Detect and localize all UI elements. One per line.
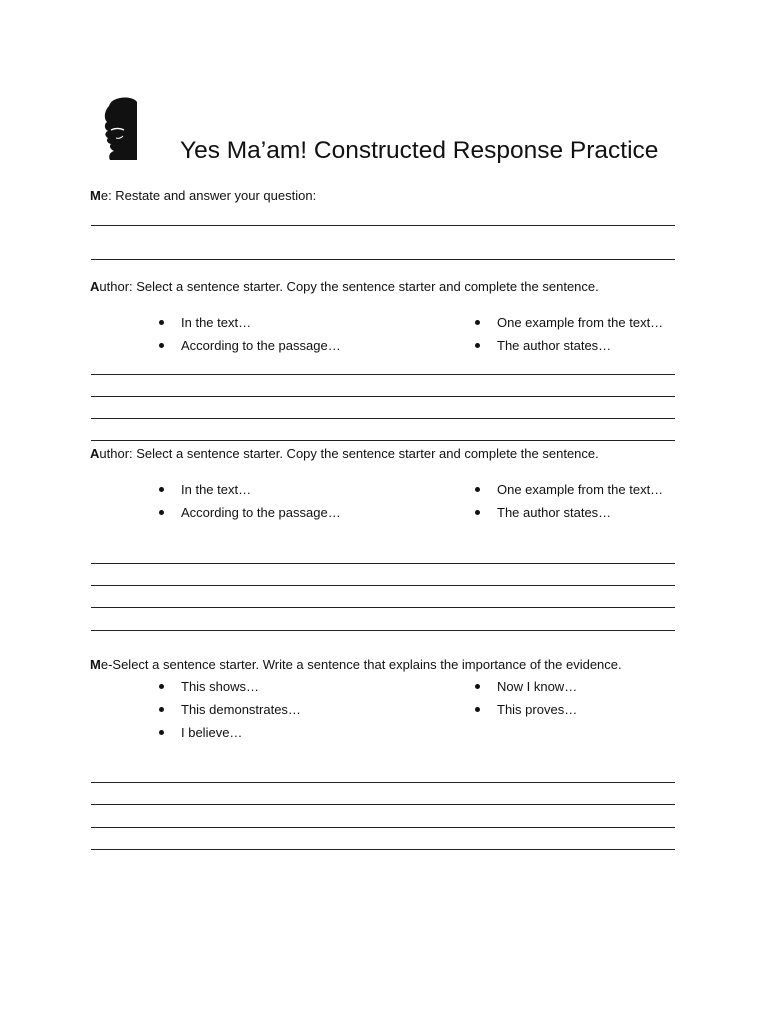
prompt-lead-letter: A [90,446,100,461]
answer-line[interactable] [91,440,675,441]
prompt-text: e-Select a sentence starter. Write a sentence that explains the importance of the evidence. [100,657,622,672]
prompt-text: uthor: Select a sentence starter. Copy the sentence starter and complete the sentence. [99,279,599,294]
bullet-icon [475,320,480,325]
answer-line[interactable] [91,630,675,631]
prompt-text: uthor: Select a sentence starter. Copy the sentence starter and complete the sentence. [99,446,599,461]
answer-line[interactable] [91,396,675,397]
answer-line[interactable] [91,607,675,608]
bullet-icon [159,684,164,689]
answer-line[interactable] [91,804,675,805]
answer-line[interactable] [91,827,675,828]
answer-line[interactable] [91,418,675,419]
bullet-icon [159,320,164,325]
bullet-icon [159,510,164,515]
answer-line[interactable] [91,585,675,586]
bullet-icon [159,707,164,712]
answer-line[interactable] [91,225,675,226]
silhouette-portrait-icon [100,96,140,162]
bullet-icon [159,487,164,492]
section-2-prompt [90,279,599,295]
answer-line[interactable] [91,849,675,850]
prompt-lead-letter: A [90,279,100,294]
bullet-icon [159,343,164,348]
bullet-icon [475,684,480,689]
prompt-lead-letter: M [90,657,101,672]
section-1-prompt [90,188,316,204]
answer-line[interactable] [91,374,675,375]
answer-line[interactable] [91,259,675,260]
bullet-icon [475,487,480,492]
prompt-lead-letter: M [90,188,101,203]
bullet-icon [475,510,480,515]
page-title: Yes Ma’am! Constructed Response Practice [180,137,659,164]
worksheet-page: Yes Ma’am! Constructed Response Practice Me: Restate and answer your question: Author: Select a sentence starter. Copy the sentence starter and complete the sentence. In the text… According to the passage… One example from the text… The author states… Author: Select a sentence starter. Copy the sentence starter and complete the sentence. In the text… According to the passage… One example from the text… The author states… Me-Select a sentence starter. Write a sentence that explains the importance of the evidence. This shows… This demonstrates… I believe… Now I know… This proves… [0,0,768,1024]
section-3-prompt [90,446,599,462]
prompt-text: e: Restate and answer your question: [100,188,317,203]
bullet-icon [475,343,480,348]
answer-line[interactable] [91,563,675,564]
bullet-icon [475,707,480,712]
bullet-icon [159,730,164,735]
answer-line[interactable] [91,782,675,783]
section-4-prompt [90,657,622,673]
